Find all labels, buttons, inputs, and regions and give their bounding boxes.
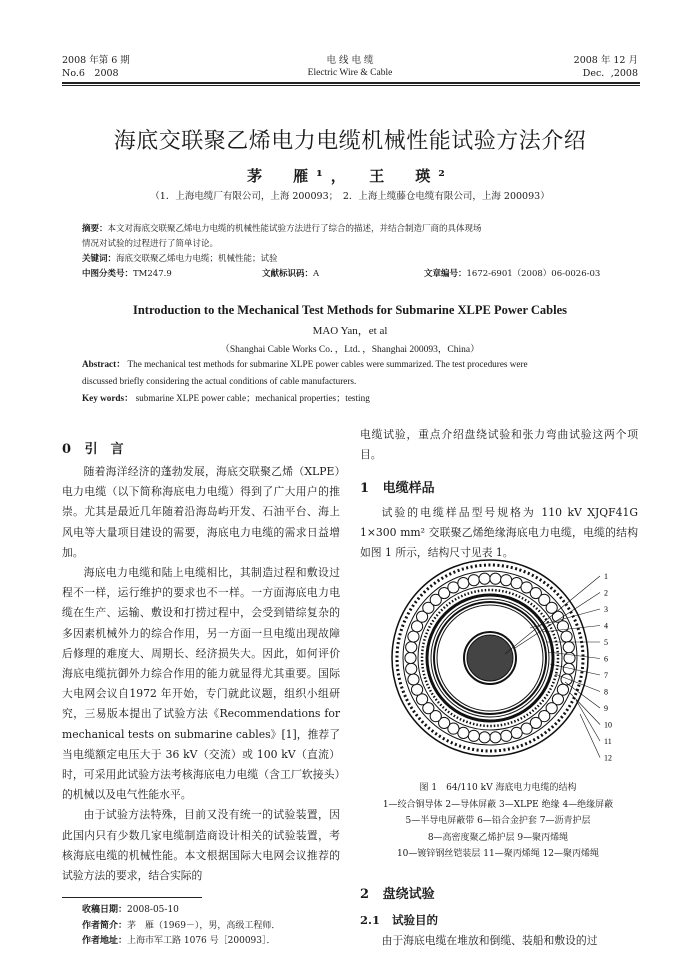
abstract-text-1: 本文对海底交联聚乙烯电力电缆的机械性能试验方法进行了综合的描述，并结合制造厂商的具体现场 — [107, 224, 482, 234]
journal-name-en: Electric Wire & Cable — [307, 68, 393, 78]
armour-wire — [458, 577, 469, 588]
english-title: Introduction to the Mechanical Test Methods for Submarine XLPE Power Cables — [132, 303, 568, 317]
section-0-number: 0 — [62, 442, 72, 457]
section-0-title: 引 言 — [84, 442, 124, 457]
armour-wire — [405, 652, 416, 663]
section-1-body — [360, 503, 638, 564]
figure-1-caption: 图 1 64/110 kV 海底电力电缆的结构 — [419, 783, 577, 793]
figure-part-label: 11 — [604, 737, 612, 746]
header-date-en: Dec．,2008 — [582, 68, 638, 79]
header-rule-top — [62, 82, 640, 84]
section-2-heading — [360, 883, 435, 902]
armour-wire — [501, 730, 512, 741]
armour-wire — [468, 730, 479, 741]
en-abstract-1: The mechanical test methods for submarine XLPE power cables were summarized. The test procedures were — [127, 359, 528, 369]
section-2-1-paragraph: 由于海底电缆在堆放和倒缆、装船和敷设的过 — [381, 934, 598, 947]
paper-affiliation: （1．上海电缆厂有限公司，上海 200093； 2．上海上缆藤仓电缆有限公司，上海 200093） — [150, 191, 550, 202]
armour-wire — [479, 573, 490, 584]
armour-wire — [479, 732, 490, 743]
left-column-body — [62, 462, 340, 886]
figure-part-label: 9 — [604, 704, 608, 713]
armour-wire — [501, 575, 512, 586]
english-abstract — [82, 356, 627, 407]
figure-part-label: 1 — [604, 572, 608, 581]
author-address: 上海市军工路 1076 号［200093］． — [127, 936, 276, 946]
section-2-number: 2 — [360, 887, 370, 902]
figure-part-label: 12 — [604, 753, 612, 763]
keywords-cn: 海底交联聚乙烯电力电缆；机械性能；试验 — [116, 254, 278, 264]
section-0-heading — [62, 438, 124, 457]
section-1-heading — [360, 477, 435, 496]
en-abstract-label: Abstract： — [82, 359, 126, 369]
leader-line — [565, 682, 600, 708]
figure-part-label: 5 — [604, 638, 608, 647]
right-col-continuation — [360, 425, 638, 465]
armour-wire — [490, 573, 501, 584]
intro-continuation: 电缆试验，重点介绍盘绕试验和张力弯曲试验这两个项目。 — [360, 428, 638, 462]
address-label: 作者地址： — [82, 936, 128, 946]
figure-caption-block — [352, 780, 644, 863]
doc-code-label: 文献标识码： — [262, 269, 314, 279]
english-author: MAO Yan，et al — [312, 325, 388, 337]
figure-part-label: 10 — [604, 720, 612, 730]
author-bio: 茅 雁（1969－），男，高级工程师． — [127, 920, 281, 931]
header-issue-en: No.6 2008 — [62, 68, 119, 79]
abstract-text-2: 情况对试验的过程进行了简单讨论。 — [82, 239, 219, 249]
article-no-value: 1672-6901（2008）06-0026-03 — [466, 269, 601, 279]
figure-1-legend-1: 1—绞合铜导体 2—导体屏蔽 3—XLPE 绝缘 4—绝缘屏蔽 — [382, 799, 614, 810]
abstract-label: 摘要： — [82, 224, 108, 234]
en-keywords-label: Key words： — [82, 393, 134, 403]
section-2-title: 盘绕试验 — [382, 887, 435, 902]
armour-wire — [490, 732, 501, 743]
section-2-1-number: 2.1 — [360, 913, 381, 927]
header-rule-bottom — [62, 85, 640, 86]
cable-cross-section-figure — [380, 558, 640, 778]
figure-part-label: 3 — [604, 605, 608, 614]
en-abstract-2: discussed briefly considering the actual conditions of cable manufacturers. — [82, 376, 357, 386]
english-affiliation: （Shanghai Cable Works Co．，Ltd．，Shanghai 200093，China） — [220, 345, 480, 355]
armour-wire — [511, 727, 522, 738]
footnote — [82, 903, 352, 950]
figure-1-legend-3: 8—高密度聚乙烯护层 9—聚丙烯绳 — [427, 832, 569, 843]
armour-wire — [563, 642, 574, 653]
clc-value: TM247.9 — [133, 269, 172, 279]
section-1-paragraph: 试验的电缆样品型号规格为 110 kV XJQF41G 1×300 mm² 交联聚乙烯绝缘海底电力电缆，电缆的结构如图 1 所示，结构尺寸见表 1。 — [360, 506, 638, 560]
intro-paragraph-1: 随着海洋经济的蓬勃发展，海底交联聚乙烯（XLPE）电力电缆（以下简称海底电力电缆）得到了广大用户的推崇。尤其是最近几年随着沿海岛屿开发、石油平台、海上风电等大量项目建设的需要，海底电力电缆的需求日益增加。 — [62, 465, 340, 559]
footnote-rule — [62, 897, 202, 898]
figure-1-legend-2: 5—半导电屏蔽带 6—铅合金护套 7—沥青护层 — [405, 816, 591, 826]
armour-wire — [411, 684, 422, 695]
header-right — [574, 54, 638, 80]
section-2-1-body — [360, 931, 638, 951]
intro-paragraph-3: 由于试验方法特殊，目前又没有统一的试验装置，因此国内只有少数几家电缆制造商设计相关的试验装置，考核海底电缆的机械性能。本文根据国际大电网会议推荐的试验方法的要求，结合实际的 — [62, 808, 340, 883]
section-2-1-title: 试验目的 — [392, 913, 439, 927]
abstract-cn — [82, 222, 622, 282]
article-no-label: 文章编号： — [424, 269, 467, 279]
journal-name: 电 线 电 缆 — [326, 55, 374, 66]
armour-wire — [406, 663, 417, 674]
paper-authors: 茅 雁¹， 王 瑛² — [247, 167, 453, 185]
figure-part-label: 8 — [604, 687, 608, 697]
header-date: 2008 年 12 月 — [573, 55, 638, 66]
figure-part-label: 6 — [604, 654, 608, 664]
header-issue: 2008 年第 6 期 — [62, 55, 130, 66]
paper-title: 海底交联聚乙烯电力电缆机械性能试验方法介绍 — [113, 129, 587, 154]
received-label: 收稿日期： — [82, 905, 128, 915]
en-keywords: submarine XLPE power cable；mechanical properties；testing — [135, 393, 370, 403]
figure-1-legend-4: 10—镀锌钢丝铠装层 11—聚丙烯绳 12—聚丙烯绳 — [396, 849, 600, 859]
section-1-title: 电缆样品 — [382, 481, 435, 496]
intro-paragraph-2: 海底电力电缆和陆上电缆相比，其制造过程和敷设过程不一样，运行维护的要求也不一样。一方面海底电力电缆在生产、运输、敷设和打捞过程中，会受到错综复杂的多因素机械外力的综合作用，另一方面一旦电缆出现故障后修理的难度大、周期长、经济损失大。因此，如何评价海底电缆抗御外力综合作用的能力就显得尤其重要。国际大电网会议自1972 年开始，专门就此议题，组织小组研究，三易版本提出了试验方法《Recommendations for mechanical tests on submarine cables》[1]，推荐了当电缆额定电压大于 36 kV（交流）或 100 kV（直流）时，可采用此试验方法考核海底电力电缆（含工厂软接头）的机械以及电气性能水平。 — [62, 566, 340, 802]
armour-wire — [406, 642, 417, 653]
cable-rings — [392, 560, 588, 756]
doc-code-value: A — [313, 269, 320, 279]
figure-part-label: 7 — [604, 671, 608, 680]
received-date: 2008-05-10 — [127, 905, 179, 915]
section-2-1-heading — [360, 912, 438, 928]
section-1-number: 1 — [360, 481, 370, 496]
clc-label: 中图分类号： — [82, 269, 134, 279]
armour-wire — [561, 631, 572, 642]
figure-part-label: 2 — [604, 588, 608, 598]
keywords-label: 关键词： — [82, 254, 117, 264]
armour-wire — [408, 674, 419, 685]
armour-wire — [468, 575, 479, 586]
bio-label: 作者简介： — [82, 920, 128, 931]
armour-wire — [408, 631, 419, 642]
figure-part-label: 4 — [604, 621, 608, 631]
